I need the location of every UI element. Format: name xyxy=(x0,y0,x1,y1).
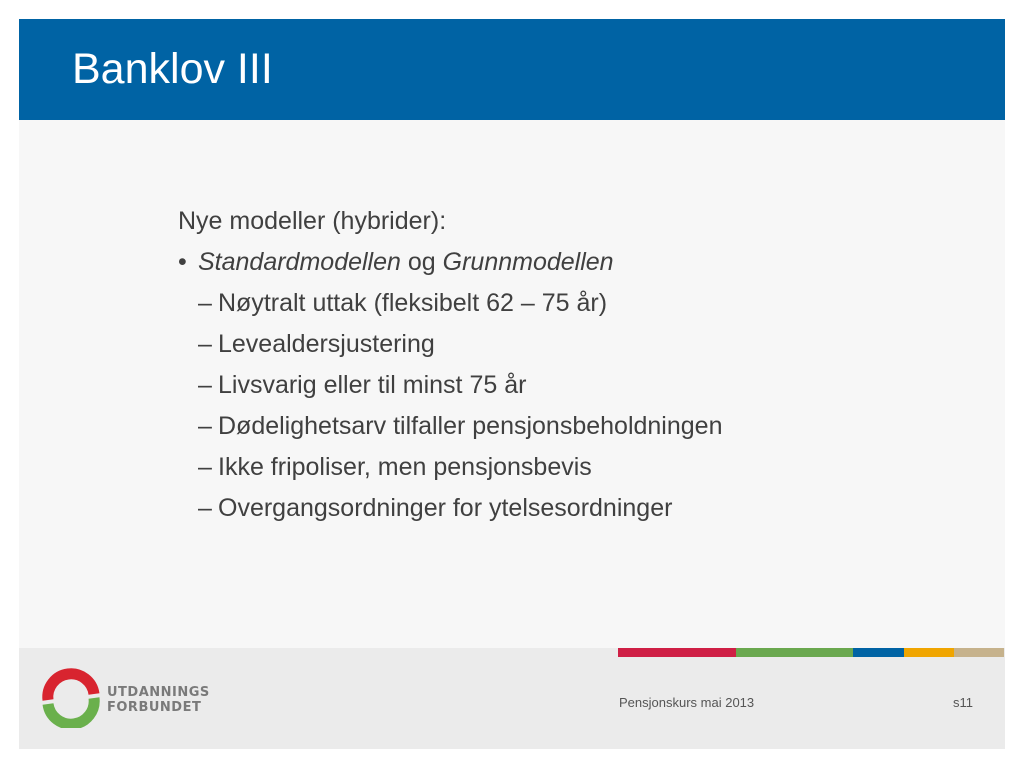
sub-item xyxy=(178,447,918,488)
color-stripes xyxy=(618,648,1004,657)
sub-item xyxy=(178,406,918,447)
sub-item-text: Nøytralt uttak (fleksibelt 62 – 75 år) xyxy=(218,289,608,317)
sub-item xyxy=(178,365,918,406)
logo-red-arc xyxy=(48,674,94,700)
stripe-yellow xyxy=(904,648,954,657)
dash-icon: – xyxy=(198,289,212,317)
utdanningsforbundet-logo-icon xyxy=(39,664,103,728)
logo-text xyxy=(107,685,210,715)
slide xyxy=(19,19,1005,749)
dash-icon: – xyxy=(198,494,212,522)
dash-icon: – xyxy=(198,453,212,481)
sub-item-text: Levealdersjustering xyxy=(218,330,435,358)
stripe-red xyxy=(618,648,736,657)
dash-icon: – xyxy=(198,412,212,440)
stripe-green xyxy=(736,648,853,657)
sub-item-text: Overgangsordninger for ytelsesordninger xyxy=(218,494,673,522)
slide-title: Banklov III xyxy=(72,45,273,93)
sub-item-text: Ikke fripoliser, men pensjonsbevis xyxy=(218,453,592,481)
logo-text-line2: FORBUNDET xyxy=(107,700,202,715)
footer xyxy=(19,648,1005,749)
bullet-item xyxy=(178,242,918,283)
dash-icon: – xyxy=(198,330,212,358)
title-bar xyxy=(19,19,1005,120)
sub-item-text: Dødelighetsarv tilfaller pensjonsbeholdningen xyxy=(218,412,723,440)
bullet-joiner: og xyxy=(407,248,436,276)
sub-item xyxy=(178,324,918,365)
stripe-blue xyxy=(853,648,904,657)
dash-icon: – xyxy=(198,371,212,399)
slide-content xyxy=(178,201,918,529)
sub-item-text: Livsvarig eller til minst 75 år xyxy=(218,371,527,399)
course-label: Pensjonskurs mai 2013 xyxy=(619,695,755,710)
bullet-term-grunn: Grunnmodellen xyxy=(442,248,614,276)
sub-item xyxy=(178,283,918,324)
logo-text-line1: UTDANNINGS xyxy=(107,685,210,700)
logo-green-arc xyxy=(48,698,94,724)
sub-item xyxy=(178,488,918,529)
bullet-icon: • xyxy=(178,248,187,276)
bullet-term-standard: Standardmodellen xyxy=(198,248,401,276)
intro-text: Nye modeller (hybrider): xyxy=(178,207,447,235)
stripe-tan xyxy=(954,648,1004,657)
page-number: s11 xyxy=(953,695,973,710)
